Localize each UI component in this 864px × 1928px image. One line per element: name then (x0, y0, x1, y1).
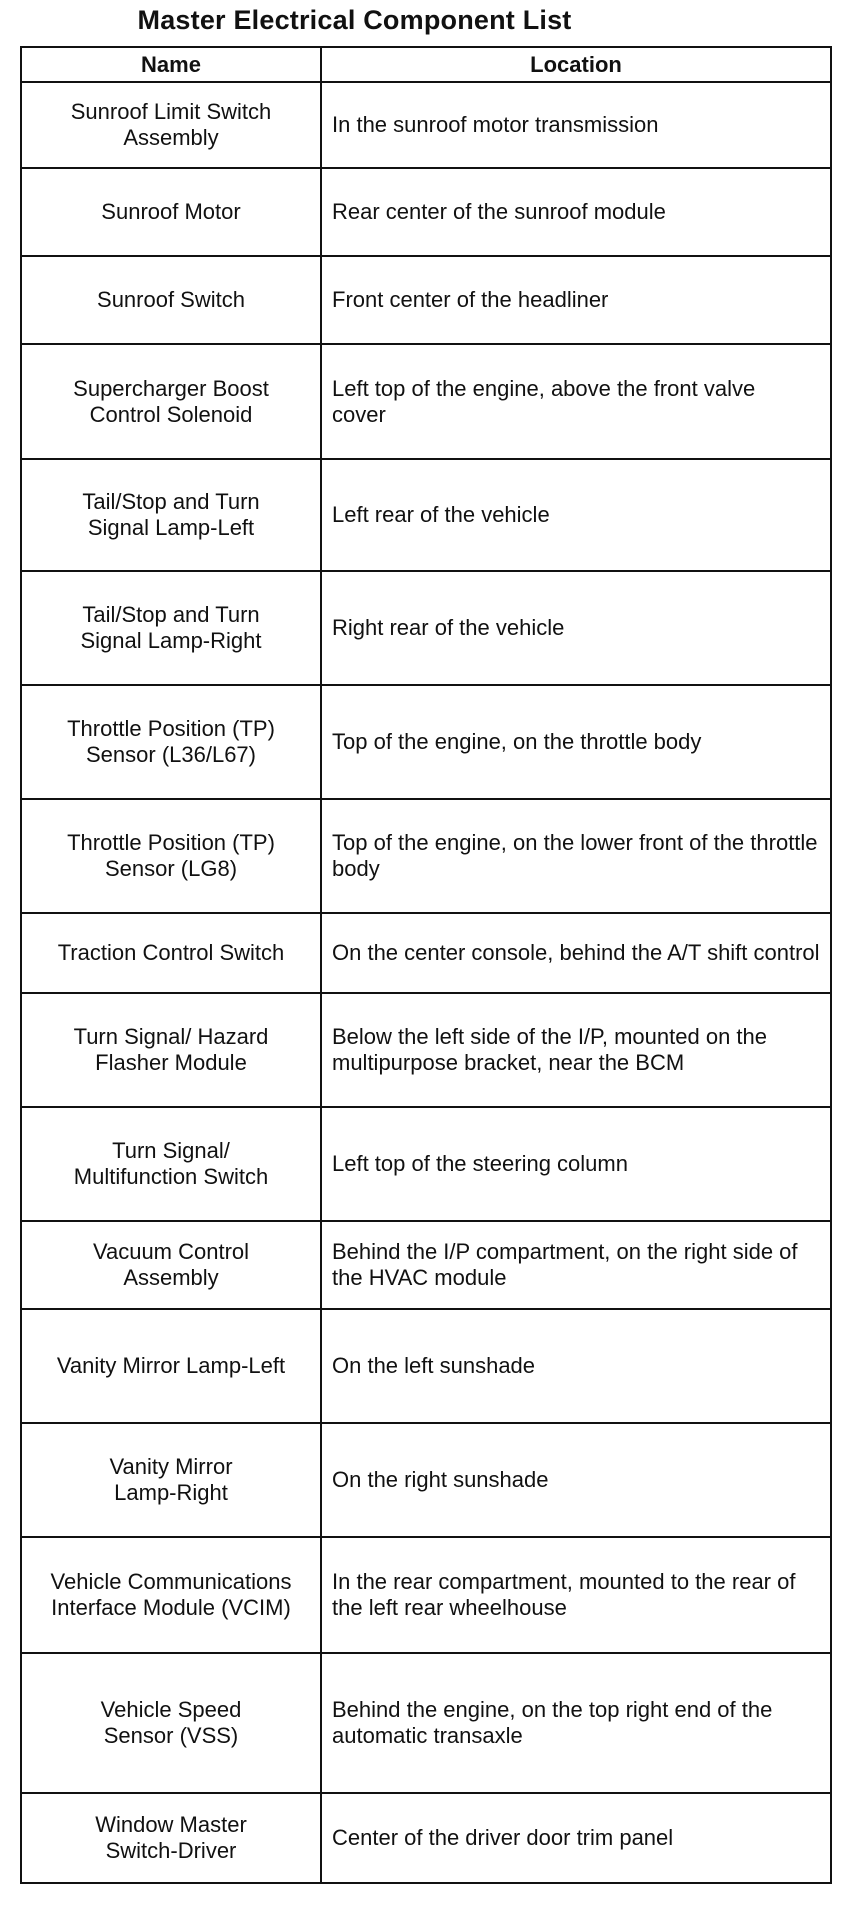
component-name-cell (21, 82, 321, 168)
component-location: Right rear of the vehicle (332, 615, 565, 640)
name-column-header: Name (21, 47, 321, 82)
component-location-cell (321, 1653, 831, 1793)
component-name: Traction Control Switch (57, 940, 285, 965)
component-name-cell (21, 799, 321, 913)
component-location-cell (321, 1309, 831, 1423)
component-name: Vehicle Speed Sensor (VSS) (100, 1697, 242, 1748)
table-row (21, 82, 831, 168)
component-name-cell (21, 685, 321, 799)
page-title: Master Electrical Component List (137, 5, 572, 35)
table-row (21, 1423, 831, 1537)
component-name-cell (21, 1423, 321, 1537)
component-location-cell (321, 993, 831, 1107)
table-row (21, 571, 831, 685)
component-name: Throttle Position (TP) Sensor (L36/L67) (67, 716, 275, 767)
component-name-cell (21, 993, 321, 1107)
component-name: Supercharger Boost Control Solenoid (73, 375, 269, 427)
component-location-cell (321, 799, 831, 913)
component-location-cell (321, 256, 831, 344)
component-location: Behind the I/P compartment, on the right side of the HVAC module (332, 1239, 798, 1290)
component-name-cell (21, 459, 321, 571)
table-row (21, 344, 831, 459)
component-name: Vanity Mirror Lamp-Right (109, 1454, 233, 1505)
component-location-cell (321, 344, 831, 459)
component-location: On the right sunshade (332, 1467, 549, 1492)
component-name-cell (21, 256, 321, 344)
component-location: Top of the engine, on the throttle body (332, 729, 702, 754)
component-location: On the center console, behind the A/T shift control (332, 940, 820, 965)
table-row (21, 993, 831, 1107)
component-location-cell (321, 685, 831, 799)
component-name: Sunroof Limit Switch Assembly (70, 99, 272, 150)
component-location-cell (321, 571, 831, 685)
table-row (21, 685, 831, 799)
component-name: Tail/Stop and Turn Signal Lamp-Right (80, 602, 262, 653)
component-location-cell (321, 1221, 831, 1309)
component-location: In the rear compartment, mounted to the rear of the left rear wheelhouse (332, 1569, 796, 1620)
component-name: Sunroof Switch (97, 287, 245, 312)
location-column-header: Location (321, 47, 831, 82)
component-location: In the sunroof motor transmission (332, 112, 659, 137)
component-name: Window Master Switch-Driver (95, 1812, 247, 1863)
component-name-cell (21, 1309, 321, 1423)
table-row (21, 1793, 831, 1883)
component-name: Throttle Position (TP) Sensor (LG8) (67, 830, 275, 881)
component-name-cell (21, 1221, 321, 1309)
component-name: Vanity Mirror Lamp-Left (56, 1353, 286, 1378)
table-row (21, 256, 831, 344)
component-location-cell (321, 1537, 831, 1653)
table-row (21, 1653, 831, 1793)
component-name-cell (21, 1793, 321, 1883)
component-name: Sunroof Motor (101, 199, 241, 224)
component-location-cell (321, 459, 831, 571)
component-name-cell (21, 344, 321, 459)
table-row (21, 459, 831, 571)
component-location: Left rear of the vehicle (332, 502, 550, 527)
component-location: On the left sunshade (332, 1353, 536, 1378)
component-name-cell (21, 1107, 321, 1221)
component-location: Front center of the headliner (332, 287, 609, 312)
table-row (21, 1537, 831, 1653)
table-row (21, 1309, 831, 1423)
component-location-cell (321, 82, 831, 168)
table-row (21, 913, 831, 993)
component-name: Vacuum Control Assembly (92, 1239, 250, 1290)
component-name-cell (21, 571, 321, 685)
component-location-cell (321, 168, 831, 256)
component-name: Turn Signal/ Multifunction Switch (73, 1138, 269, 1189)
component-location: Left top of the engine, above the front valve cover (332, 375, 756, 427)
table-row (21, 1221, 831, 1309)
table-header-row (21, 47, 831, 82)
component-name-cell (21, 913, 321, 993)
component-location: Behind the engine, on the top right end of the automatic transaxle (332, 1697, 773, 1748)
component-location: Center of the driver door trim panel (332, 1825, 674, 1850)
component-location: Left top of the steering column (332, 1151, 628, 1176)
table-row (21, 799, 831, 913)
component-table (20, 46, 832, 1884)
component-name-cell (21, 1653, 321, 1793)
component-location: Rear center of the sunroof module (332, 199, 666, 224)
component-location-cell (321, 1423, 831, 1537)
component-location-cell (321, 1793, 831, 1883)
component-name-cell (21, 168, 321, 256)
component-name: Tail/Stop and Turn Signal Lamp-Left (82, 489, 260, 540)
table-row (21, 1107, 831, 1221)
component-name: Turn Signal/ Hazard Flasher Module (73, 1024, 269, 1075)
component-name-cell (21, 1537, 321, 1653)
component-location: Below the left side of the I/P, mounted on the multipurpose bracket, near the BCM (332, 1024, 767, 1075)
component-location-cell (321, 913, 831, 993)
component-location-cell (321, 1107, 831, 1221)
component-name: Vehicle Communications Interface Module (VCIM) (50, 1569, 292, 1620)
table-row (21, 168, 831, 256)
component-location: Top of the engine, on the lower front of the throttle body (332, 830, 818, 881)
